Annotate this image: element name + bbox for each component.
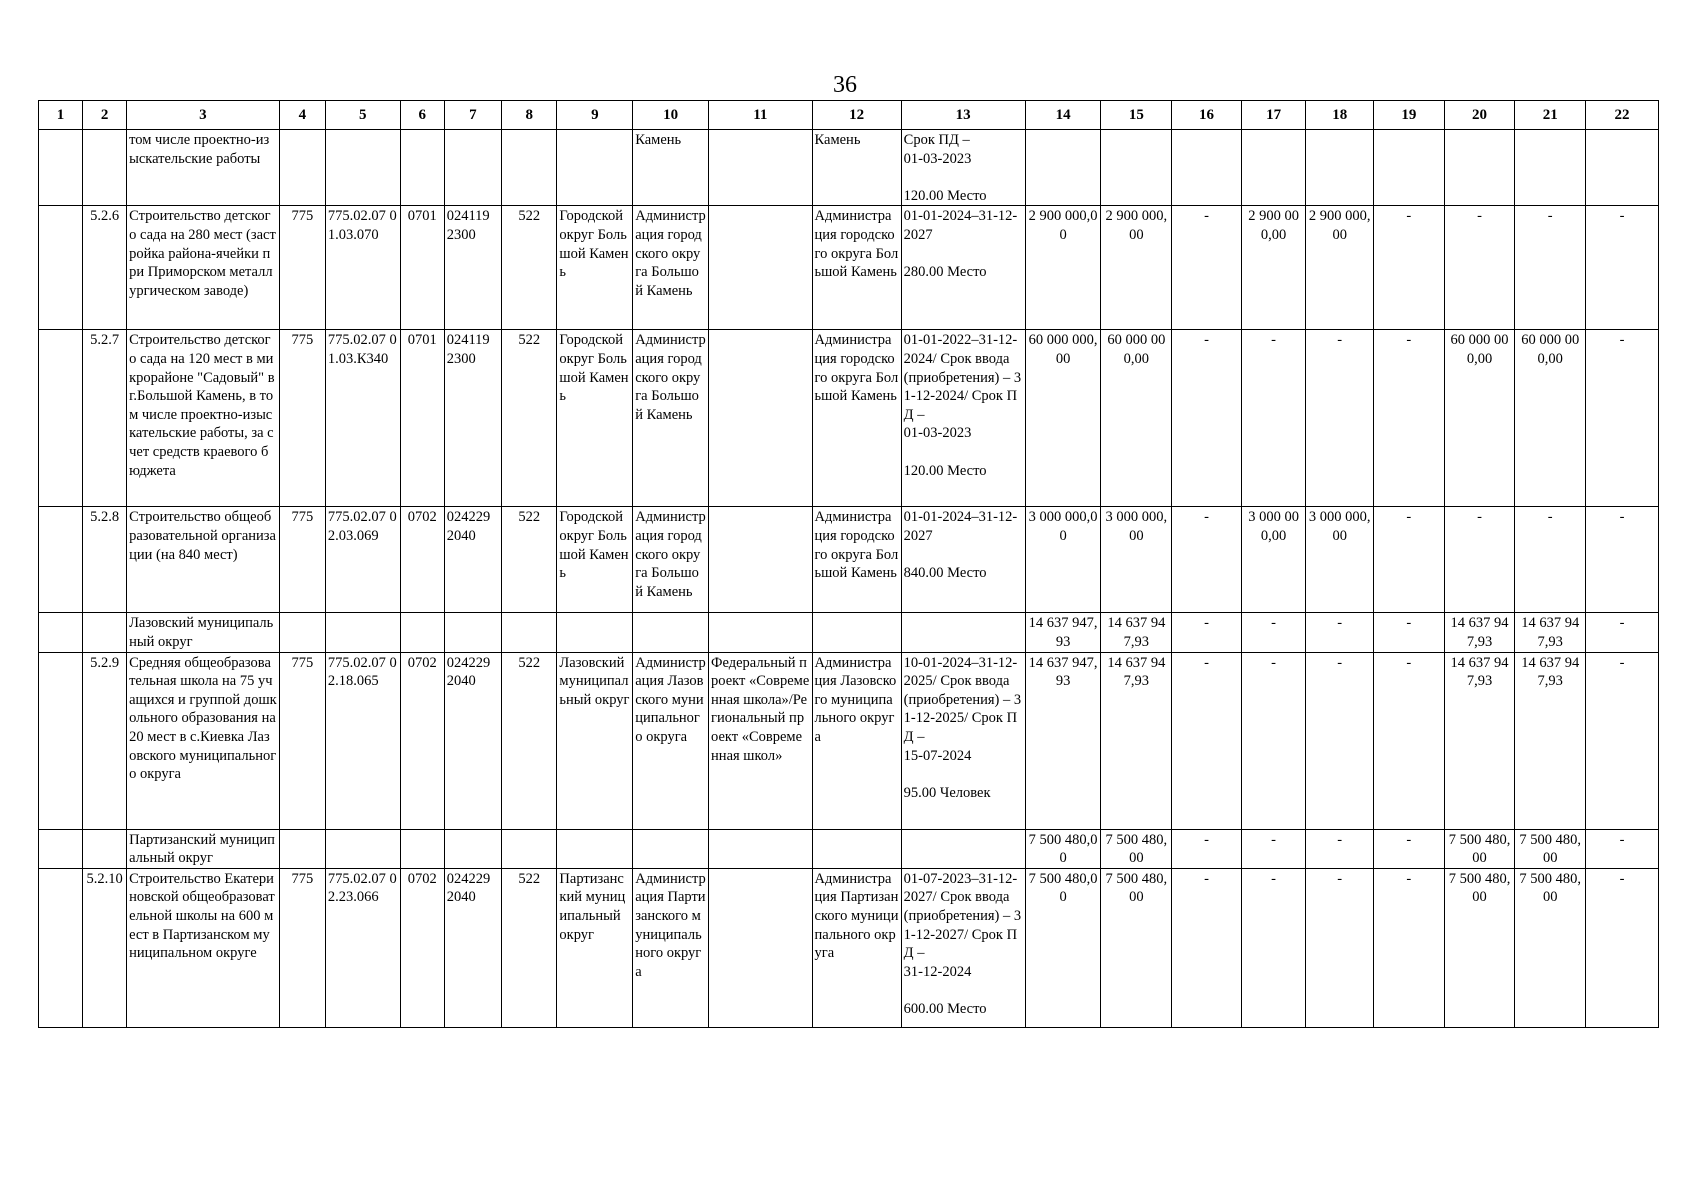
cell-item-number bbox=[83, 130, 127, 206]
table-row bbox=[39, 330, 1659, 507]
cell-amount-18: 2 900 000,00 bbox=[1306, 206, 1374, 330]
cell-developer: Администрация городского округа Большой Камень bbox=[812, 507, 901, 613]
cell-amount-17: - bbox=[1241, 652, 1306, 829]
cell-amount-22: - bbox=[1586, 868, 1659, 1027]
cell-col1 bbox=[39, 507, 83, 613]
cell-item-number: 5.2.9 bbox=[83, 652, 127, 829]
cell-section-code: 0702 bbox=[400, 868, 444, 1027]
cell-amount-21 bbox=[1515, 130, 1586, 206]
column-header-10: 10 bbox=[633, 101, 709, 130]
cell-amount-15: 14 637 947,93 bbox=[1101, 652, 1172, 829]
cell-amount-21: 14 637 947,93 bbox=[1515, 613, 1586, 652]
cell-item-number bbox=[83, 613, 127, 652]
cell-expense-type: 522 bbox=[502, 652, 557, 829]
cell-code-5: 775.02.07 01.03.070 bbox=[325, 206, 400, 330]
cell-target-code bbox=[444, 829, 501, 868]
cell-municipality bbox=[557, 130, 633, 206]
cell-col1 bbox=[39, 130, 83, 206]
cell-code-5: 775.02.07 01.03.К340 bbox=[325, 330, 400, 507]
cell-amount-20: 14 637 947,93 bbox=[1444, 613, 1515, 652]
cell-municipality bbox=[557, 829, 633, 868]
cell-section-code bbox=[400, 130, 444, 206]
cell-target-code bbox=[444, 130, 501, 206]
cell-section-code: 0702 bbox=[400, 507, 444, 613]
column-header-5: 5 bbox=[325, 101, 400, 130]
cell-project bbox=[709, 613, 812, 652]
cell-amount-22: - bbox=[1586, 206, 1659, 330]
cell-item-number: 5.2.7 bbox=[83, 330, 127, 507]
table-body bbox=[39, 130, 1659, 1028]
cell-amount-22: - bbox=[1586, 829, 1659, 868]
cell-municipality: Городской округ Большой Камень bbox=[557, 206, 633, 330]
cell-amount-15: 2 900 000,00 bbox=[1101, 206, 1172, 330]
cell-code-4: 775 bbox=[279, 206, 325, 330]
cell-col1 bbox=[39, 829, 83, 868]
cell-description: Строительство детского сада на 280 мест (застройка района-ячейки при Приморском металлургическом заводе) bbox=[127, 206, 280, 330]
cell-amount-15: 3 000 000,00 bbox=[1101, 507, 1172, 613]
cell-terms: 01-01-2024–31-12-2027 280.00 Место bbox=[901, 206, 1025, 330]
cell-item-number bbox=[83, 829, 127, 868]
cell-code-4: 775 bbox=[279, 868, 325, 1027]
cell-amount-16: - bbox=[1172, 652, 1242, 829]
cell-amount-20: - bbox=[1444, 206, 1515, 330]
cell-col1 bbox=[39, 613, 83, 652]
column-header-11: 11 bbox=[709, 101, 812, 130]
column-header-17: 17 bbox=[1241, 101, 1306, 130]
column-number-row bbox=[39, 101, 1659, 130]
cell-municipality bbox=[557, 613, 633, 652]
cell-amount-17: - bbox=[1241, 829, 1306, 868]
cell-terms bbox=[901, 829, 1025, 868]
cell-description: Строительство детского сада на 120 мест в микрорайоне "Садовый" в г.Большой Камень, в том числе проектно-изыскательские работы, за счет средств краевого бюджета bbox=[127, 330, 280, 507]
cell-code-5: 775.02.07 02.23.066 bbox=[325, 868, 400, 1027]
cell-section-code: 0701 bbox=[400, 206, 444, 330]
cell-municipality: Городской округ Большой Камень bbox=[557, 330, 633, 507]
cell-expense-type bbox=[502, 130, 557, 206]
cell-developer: Камень bbox=[812, 130, 901, 206]
column-header-3: 3 bbox=[127, 101, 280, 130]
cell-item-number: 5.2.8 bbox=[83, 507, 127, 613]
cell-amount-22: - bbox=[1586, 652, 1659, 829]
page-number: 36 bbox=[833, 72, 857, 98]
cell-description: Строительство общеобразовательной организации (на 840 мест) bbox=[127, 507, 280, 613]
cell-code-5 bbox=[325, 613, 400, 652]
cell-amount-14: 14 637 947,93 bbox=[1025, 652, 1101, 829]
cell-amount-22 bbox=[1586, 130, 1659, 206]
table-row bbox=[39, 206, 1659, 330]
cell-target-code: 024229 2040 bbox=[444, 507, 501, 613]
column-header-21: 21 bbox=[1515, 101, 1586, 130]
table-row bbox=[39, 130, 1659, 206]
cell-amount-17: 3 000 000,00 bbox=[1241, 507, 1306, 613]
cell-customer: Администрация городского округа Большой Камень bbox=[633, 507, 709, 613]
column-header-18: 18 bbox=[1306, 101, 1374, 130]
cell-target-code: 024119 2300 bbox=[444, 206, 501, 330]
cell-amount-17: - bbox=[1241, 613, 1306, 652]
cell-description: том числе проектно-изыскательские работы bbox=[127, 130, 280, 206]
cell-amount-14: 2 900 000,00 bbox=[1025, 206, 1101, 330]
cell-amount-21: 14 637 947,93 bbox=[1515, 652, 1586, 829]
cell-amount-18 bbox=[1306, 130, 1374, 206]
column-header-20: 20 bbox=[1444, 101, 1515, 130]
cell-code-4: 775 bbox=[279, 507, 325, 613]
cell-project bbox=[709, 829, 812, 868]
column-header-19: 19 bbox=[1374, 101, 1445, 130]
cell-amount-18: 3 000 000,00 bbox=[1306, 507, 1374, 613]
cell-amount-15: 14 637 947,93 bbox=[1101, 613, 1172, 652]
cell-section-code bbox=[400, 613, 444, 652]
subtotal-row bbox=[39, 613, 1659, 652]
cell-terms: 10-01-2024–31-12-2025/ Срок ввода (приобретения) – 31-12-2025/ Срок ПД – 15-07-2024 95.00 Человек bbox=[901, 652, 1025, 829]
cell-code-5 bbox=[325, 829, 400, 868]
cell-description: Лазовский муниципальный округ bbox=[127, 613, 280, 652]
cell-amount-14: 60 000 000,00 bbox=[1025, 330, 1101, 507]
cell-expense-type: 522 bbox=[502, 868, 557, 1027]
cell-description: Средняя общеобразовательная школа на 75 учащихся и группой дошкольного образования на 20 мест в с.Киевка Лазовского муниципального округа bbox=[127, 652, 280, 829]
cell-description: Строительство Екатериновской общеобразовательной школы на 600 мест в Партизанском муниципальном округе bbox=[127, 868, 280, 1027]
cell-amount-18: - bbox=[1306, 868, 1374, 1027]
cell-municipality: Городской округ Большой Камень bbox=[557, 507, 633, 613]
cell-code-5: 775.02.07 02.03.069 bbox=[325, 507, 400, 613]
cell-amount-14: 3 000 000,00 bbox=[1025, 507, 1101, 613]
cell-amount-17: - bbox=[1241, 330, 1306, 507]
column-header-9: 9 bbox=[557, 101, 633, 130]
cell-amount-20 bbox=[1444, 130, 1515, 206]
cell-amount-16: - bbox=[1172, 613, 1242, 652]
column-header-15: 15 bbox=[1101, 101, 1172, 130]
cell-amount-15: 7 500 480,00 bbox=[1101, 868, 1172, 1027]
cell-target-code: 024229 2040 bbox=[444, 868, 501, 1027]
cell-amount-17: 2 900 000,00 bbox=[1241, 206, 1306, 330]
cell-developer: Администрация городского округа Большой Камень bbox=[812, 206, 901, 330]
cell-developer: Администрация Партизанского муниципального округа bbox=[812, 868, 901, 1027]
cell-amount-22: - bbox=[1586, 613, 1659, 652]
cell-description: Партизанский муниципальный округ bbox=[127, 829, 280, 868]
cell-item-number: 5.2.6 bbox=[83, 206, 127, 330]
cell-amount-21: - bbox=[1515, 507, 1586, 613]
cell-target-code: 024119 2300 bbox=[444, 330, 501, 507]
cell-amount-18: - bbox=[1306, 330, 1374, 507]
cell-amount-16: - bbox=[1172, 330, 1242, 507]
cell-developer bbox=[812, 829, 901, 868]
cell-expense-type: 522 bbox=[502, 206, 557, 330]
cell-amount-19 bbox=[1374, 130, 1445, 206]
cell-expense-type bbox=[502, 829, 557, 868]
column-header-14: 14 bbox=[1025, 101, 1101, 130]
column-header-12: 12 bbox=[812, 101, 901, 130]
cell-amount-20: 7 500 480,00 bbox=[1444, 829, 1515, 868]
cell-amount-20: 14 637 947,93 bbox=[1444, 652, 1515, 829]
cell-customer bbox=[633, 613, 709, 652]
cell-amount-17 bbox=[1241, 130, 1306, 206]
cell-amount-19: - bbox=[1374, 206, 1445, 330]
cell-terms: 01-07-2023–31-12-2027/ Срок ввода (приобретения) – 31-12-2027/ Срок ПД – 31-12-2024 600.00 Место bbox=[901, 868, 1025, 1027]
cell-target-code: 024229 2040 bbox=[444, 652, 501, 829]
column-header-6: 6 bbox=[400, 101, 444, 130]
cell-amount-21: 7 500 480,00 bbox=[1515, 829, 1586, 868]
cell-item-number: 5.2.10 bbox=[83, 868, 127, 1027]
cell-expense-type bbox=[502, 613, 557, 652]
cell-section-code: 0702 bbox=[400, 652, 444, 829]
cell-project bbox=[709, 507, 812, 613]
cell-amount-16: - bbox=[1172, 868, 1242, 1027]
cell-amount-22: - bbox=[1586, 507, 1659, 613]
cell-customer: Администрация городского округа Большой Камень bbox=[633, 206, 709, 330]
column-header-13: 13 bbox=[901, 101, 1025, 130]
cell-amount-16: - bbox=[1172, 829, 1242, 868]
column-header-2: 2 bbox=[83, 101, 127, 130]
table-row bbox=[39, 868, 1659, 1027]
cell-customer: Камень bbox=[633, 130, 709, 206]
cell-amount-19: - bbox=[1374, 829, 1445, 868]
cell-terms: 01-01-2024–31-12-2027 840.00 Место bbox=[901, 507, 1025, 613]
budget-table bbox=[38, 100, 1659, 1028]
cell-amount-16: - bbox=[1172, 206, 1242, 330]
cell-amount-14: 7 500 480,00 bbox=[1025, 829, 1101, 868]
cell-amount-18: - bbox=[1306, 829, 1374, 868]
cell-amount-19: - bbox=[1374, 330, 1445, 507]
cell-expense-type: 522 bbox=[502, 507, 557, 613]
cell-project bbox=[709, 206, 812, 330]
cell-customer: Администрация Партизанского муниципального округа bbox=[633, 868, 709, 1027]
cell-terms: Срок ПД – 01-03-2023 120.00 Место bbox=[901, 130, 1025, 206]
cell-col1 bbox=[39, 330, 83, 507]
cell-col1 bbox=[39, 652, 83, 829]
cell-code-4 bbox=[279, 829, 325, 868]
column-header-8: 8 bbox=[502, 101, 557, 130]
cell-amount-15: 7 500 480,00 bbox=[1101, 829, 1172, 868]
cell-expense-type: 522 bbox=[502, 330, 557, 507]
cell-developer: Администрация городского округа Большой Камень bbox=[812, 330, 901, 507]
cell-amount-21: 7 500 480,00 bbox=[1515, 868, 1586, 1027]
cell-customer bbox=[633, 829, 709, 868]
cell-amount-18: - bbox=[1306, 652, 1374, 829]
cell-amount-19: - bbox=[1374, 507, 1445, 613]
cell-col1 bbox=[39, 206, 83, 330]
cell-amount-20: 7 500 480,00 bbox=[1444, 868, 1515, 1027]
cell-municipality: Лазовский муниципальный округ bbox=[557, 652, 633, 829]
cell-amount-19: - bbox=[1374, 652, 1445, 829]
cell-amount-20: 60 000 000,00 bbox=[1444, 330, 1515, 507]
cell-code-4: 775 bbox=[279, 330, 325, 507]
cell-section-code bbox=[400, 829, 444, 868]
cell-developer: Администрация Лазовского муниципального округа bbox=[812, 652, 901, 829]
cell-code-4: 775 bbox=[279, 652, 325, 829]
cell-amount-21: - bbox=[1515, 206, 1586, 330]
cell-terms bbox=[901, 613, 1025, 652]
cell-project: Федеральный проект «Современная школа»/Региональный проект «Современная школ» bbox=[709, 652, 812, 829]
cell-project bbox=[709, 330, 812, 507]
table-row bbox=[39, 652, 1659, 829]
cell-section-code: 0701 bbox=[400, 330, 444, 507]
cell-terms: 01-01-2022–31-12-2024/ Срок ввода (приобретения) – 31-12-2024/ Срок ПД – 01-03-2023 120.00 Место bbox=[901, 330, 1025, 507]
cell-amount-14: 14 637 947,93 bbox=[1025, 613, 1101, 652]
cell-amount-19: - bbox=[1374, 868, 1445, 1027]
cell-code-4 bbox=[279, 130, 325, 206]
column-header-22: 22 bbox=[1586, 101, 1659, 130]
cell-amount-14 bbox=[1025, 130, 1101, 206]
cell-amount-18: - bbox=[1306, 613, 1374, 652]
column-header-4: 4 bbox=[279, 101, 325, 130]
cell-target-code bbox=[444, 613, 501, 652]
column-header-1: 1 bbox=[39, 101, 83, 130]
cell-amount-21: 60 000 000,00 bbox=[1515, 330, 1586, 507]
cell-amount-22: - bbox=[1586, 330, 1659, 507]
cell-municipality: Партизанский муниципальный округ bbox=[557, 868, 633, 1027]
cell-amount-20: - bbox=[1444, 507, 1515, 613]
column-header-16: 16 bbox=[1172, 101, 1242, 130]
cell-code-5: 775.02.07 02.18.065 bbox=[325, 652, 400, 829]
cell-amount-15: 60 000 000,00 bbox=[1101, 330, 1172, 507]
cell-amount-16: - bbox=[1172, 507, 1242, 613]
cell-customer: Администрация городского округа Большой Камень bbox=[633, 330, 709, 507]
cell-amount-19: - bbox=[1374, 613, 1445, 652]
subtotal-row bbox=[39, 829, 1659, 868]
cell-project bbox=[709, 868, 812, 1027]
cell-code-4 bbox=[279, 613, 325, 652]
column-header-7: 7 bbox=[444, 101, 501, 130]
table-row bbox=[39, 507, 1659, 613]
cell-amount-14: 7 500 480,00 bbox=[1025, 868, 1101, 1027]
cell-amount-16 bbox=[1172, 130, 1242, 206]
cell-code-5 bbox=[325, 130, 400, 206]
cell-project bbox=[709, 130, 812, 206]
cell-developer bbox=[812, 613, 901, 652]
cell-customer: Администрация Лазовского муниципального округа bbox=[633, 652, 709, 829]
cell-amount-15 bbox=[1101, 130, 1172, 206]
cell-col1 bbox=[39, 868, 83, 1027]
cell-amount-17: - bbox=[1241, 868, 1306, 1027]
